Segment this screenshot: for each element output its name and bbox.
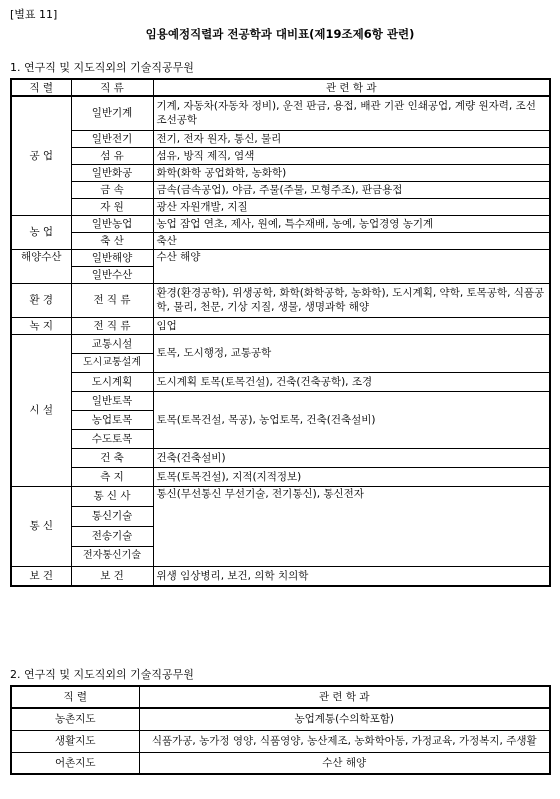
series-cell: 통 신	[11, 486, 71, 566]
table-row	[11, 334, 550, 353]
series-cell: 농촌지도	[11, 708, 139, 730]
section2-heading: 2. 연구직 및 지도직외의 기술직공무원	[10, 668, 194, 681]
dept-cell: 임업	[153, 317, 550, 334]
dept-cell: 수산 해양	[153, 249, 550, 283]
dept-cell: 환경(환경공학), 위생공학, 화학(화학공학, 농화학), 도시계획, 약학, 토목공학, 식품공학, 물리, 천문, 기상 지질, 생물, 생명과학 해양	[153, 283, 550, 317]
series-cell: 환 경	[11, 283, 71, 317]
table-header-row	[11, 686, 550, 708]
annex-label: [별표 11]	[10, 8, 58, 21]
dept-cell: 토목(토목건설, 목공), 농업토목, 건축(건축설비)	[153, 391, 550, 448]
type-cell: 섬 유	[71, 147, 153, 164]
table-row	[11, 130, 550, 147]
series-cell: 해양수산	[11, 249, 71, 283]
type-cell: 일반화공	[71, 164, 153, 181]
table-row	[11, 752, 550, 774]
type-cell: 전 직 류	[71, 283, 153, 317]
table-row	[11, 708, 550, 730]
type-cell: 일반전기	[71, 130, 153, 147]
type-cell: 수도토목	[71, 429, 153, 448]
table-row	[11, 372, 550, 391]
dept-cell: 섬유, 방직 제직, 염색	[153, 147, 550, 164]
header-dept: 관 련 학 과	[153, 79, 550, 96]
type-cell: 축 산	[71, 232, 153, 249]
dept-cell: 수산 해양	[139, 752, 550, 774]
table-row	[11, 566, 550, 586]
dept-cell: 금속(금속공업), 야금, 주물(주물, 모형주조), 판금용접	[153, 181, 550, 198]
type-cell: 교통시설	[71, 334, 153, 353]
dept-cell: 축산	[153, 232, 550, 249]
table-row	[11, 181, 550, 198]
header-series: 직 렬	[11, 79, 71, 96]
dept-cell: 토목, 도시행정, 교통공학	[153, 334, 550, 372]
series-cell: 시 설	[11, 334, 71, 486]
section1-table	[10, 78, 551, 587]
dept-cell: 도시계획 토목(토목건설), 건축(건축공학), 조경	[153, 372, 550, 391]
series-cell: 공 업	[11, 96, 71, 215]
table-row	[11, 249, 550, 266]
table-row	[11, 147, 550, 164]
header-type: 직 류	[71, 79, 153, 96]
dept-cell: 통신(무선통신 무선기술, 전기통신), 통신전자	[153, 486, 550, 566]
section1-heading: 1. 연구직 및 지도직외의 기술직공무원	[10, 61, 194, 74]
header-dept: 관 련 학 과	[139, 686, 550, 708]
table-row	[11, 486, 550, 506]
dept-cell: 농업 잠업 연초, 제사, 원예, 특수재배, 농예, 농업경영 농기계	[153, 215, 550, 232]
type-cell: 전 직 류	[71, 317, 153, 334]
type-cell: 자 원	[71, 198, 153, 215]
type-cell: 보 건	[71, 566, 153, 586]
table-row	[11, 96, 550, 130]
type-cell: 농업토목	[71, 410, 153, 429]
table-row	[11, 448, 550, 467]
table-row	[11, 317, 550, 334]
series-cell: 생활지도	[11, 730, 139, 752]
dept-cell: 화학(화학 공업화학, 농화학)	[153, 164, 550, 181]
type-cell: 일반해양	[71, 249, 153, 266]
table-row	[11, 198, 550, 215]
type-cell: 일반수산	[71, 266, 153, 283]
type-cell: 일반기계	[71, 96, 153, 130]
table-row	[11, 730, 550, 752]
type-cell: 도시계획	[71, 372, 153, 391]
series-cell: 농 업	[11, 215, 71, 249]
dept-cell: 농업계통(수의학포함)	[139, 708, 550, 730]
type-cell: 일반토목	[71, 391, 153, 410]
series-cell: 보 건	[11, 566, 71, 586]
type-cell: 전송기술	[71, 526, 153, 546]
table-row	[11, 283, 550, 317]
dept-cell: 식품가공, 농가정 영양, 식품영양, 농산제조, 농화학아동, 가정교육, 가정복지, 주생활	[139, 730, 550, 752]
header-series: 직 렬	[11, 686, 139, 708]
series-cell: 녹 지	[11, 317, 71, 334]
series-cell: 어촌지도	[11, 752, 139, 774]
type-cell: 측 지	[71, 467, 153, 486]
type-cell: 건 축	[71, 448, 153, 467]
dept-cell: 광산 자원개발, 지질	[153, 198, 550, 215]
document-title: 임용예정직렬과 전공학과 대비표(제19조제6항 관련)	[145, 27, 415, 41]
type-cell: 통신기술	[71, 506, 153, 526]
table-row	[11, 232, 550, 249]
table-header-row	[11, 79, 550, 96]
type-cell: 도시교통설계	[71, 353, 153, 372]
section2-table	[10, 685, 551, 775]
type-cell: 통 신 사	[71, 486, 153, 506]
dept-cell: 건축(건축설비)	[153, 448, 550, 467]
dept-cell: 토목(토목건설), 지적(지적정보)	[153, 467, 550, 486]
type-cell: 금 속	[71, 181, 153, 198]
type-cell: 일반농업	[71, 215, 153, 232]
table-row	[11, 215, 550, 232]
dept-cell: 기계, 자동차(자동차 정비), 운전 판금, 용접, 배관 기관 인쇄공업, 계량 원자력, 조선 조선공학	[153, 96, 550, 130]
table-row	[11, 467, 550, 486]
dept-cell: 전기, 전자 원자, 통신, 물리	[153, 130, 550, 147]
table-row	[11, 164, 550, 181]
table-row	[11, 391, 550, 410]
dept-cell: 위생 임상병리, 보건, 의학 치의학	[153, 566, 550, 586]
type-cell: 전자통신기술	[71, 546, 153, 566]
